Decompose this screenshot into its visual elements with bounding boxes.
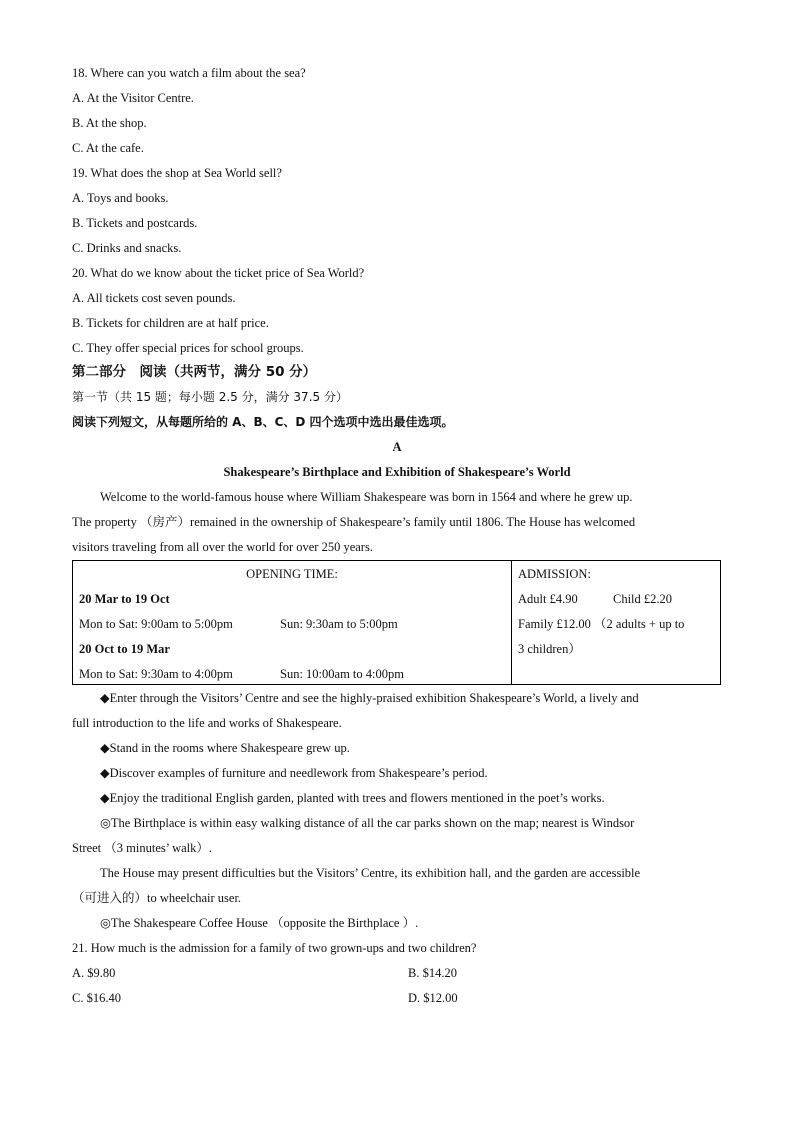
- note-birthplace-location: ◎The Birthplace is within easy walking distance of all the car parks shown on the map; nearest is Windsor: [100, 816, 635, 830]
- question-18-option-b: B. At the shop.: [72, 116, 147, 130]
- period-2-label: 20 Oct to 19 Mar: [79, 642, 170, 656]
- part-heading: 第二部分 阅读（共两节，满分 50 分）: [72, 364, 317, 380]
- question-21-option-a: A. $9.80: [72, 966, 116, 980]
- passage-letter: A: [392, 440, 402, 454]
- question-18-stem: 18. Where can you watch a film about the sea?: [72, 66, 306, 80]
- period-2-weekday-hours: Mon to Sat: 9:30am to 4:00pm: [79, 667, 233, 681]
- family-price: Family £12.00 （2 adults + up to: [518, 617, 685, 631]
- opening-time-header: OPENING TIME:: [246, 567, 338, 581]
- question-21-option-b: B. $14.20: [408, 966, 457, 980]
- child-price: Child £2.20: [613, 592, 673, 606]
- bullet-furniture: ◆Discover examples of furniture and needlework from Shakespeare’s period.: [100, 766, 488, 780]
- question-20-stem: 20. What do we know about the ticket price of Sea World?: [72, 266, 365, 280]
- question-21-option-c: C. $16.40: [72, 991, 121, 1005]
- period-1-weekday-hours: Mon to Sat: 9:00am to 5:00pm: [79, 617, 233, 631]
- question-20-option-a: A. All tickets cost seven pounds.: [72, 291, 236, 305]
- passage-title: Shakespeare’s Birthplace and Exhibition of Shakespeare’s World: [223, 465, 571, 479]
- question-20-option-c: C. They offer special prices for school groups.: [72, 341, 304, 355]
- intro-line-3: visitors traveling from all over the world for over 250 years.: [72, 540, 373, 554]
- table-divider: [511, 561, 512, 684]
- intro-line-1: Welcome to the world-famous house where William Shakespeare was born in 1564 and where he grew up.: [100, 490, 633, 504]
- info-table: [72, 560, 721, 685]
- note-accessibility: The House may present difficulties but the Visitors’ Centre, its exhibition hall, and the garden are accessible: [100, 866, 641, 880]
- bullet-exhibition: ◆Enter through the Visitors’ Centre and see the highly-praised exhibition Shakespeare’s World, a lively and: [100, 691, 639, 705]
- question-18-option-a: A. At the Visitor Centre.: [72, 91, 194, 105]
- question-19-option-c: C. Drinks and snacks.: [72, 241, 182, 255]
- reading-instruction: 阅读下列短文，从每题所给的 A、B、C、D 四个选项中选出最佳选项。: [72, 415, 454, 429]
- question-21-option-d: D. $12.00: [408, 991, 458, 1005]
- question-19-option-a: A. Toys and books.: [72, 191, 169, 205]
- bullet-garden: ◆Enjoy the traditional English garden, planted with trees and flowers mentioned in the poet’s works.: [100, 791, 605, 805]
- period-1-sunday-hours: Sun: 9:30am to 5:00pm: [280, 617, 398, 631]
- question-19-option-b: B. Tickets and postcards.: [72, 216, 198, 230]
- note-accessibility-cont: （可进入的）to wheelchair user.: [72, 891, 242, 905]
- bullet-rooms: ◆Stand in the rooms where Shakespeare grew up.: [100, 741, 350, 755]
- question-20-option-b: B. Tickets for children are at half price.: [72, 316, 269, 330]
- bullet-exhibition-cont: full introduction to the life and works of Shakespeare.: [72, 716, 342, 730]
- adult-price: Adult £4.90: [518, 592, 578, 606]
- note-birthplace-location-cont: Street （3 minutes’ walk）.: [72, 841, 213, 855]
- question-18-option-c: C. At the cafe.: [72, 141, 144, 155]
- question-21-stem: 21. How much is the admission for a family of two grown-ups and two children?: [72, 941, 477, 955]
- admission-header: ADMISSION:: [518, 567, 591, 581]
- question-19-stem: 19. What does the shop at Sea World sell?: [72, 166, 282, 180]
- section-heading: 第一节（共 15 题；每小题 2.5 分，满分 37.5 分）: [72, 390, 348, 404]
- family-price-note: 3 children）: [518, 642, 581, 656]
- period-1-label: 20 Mar to 19 Oct: [79, 592, 170, 606]
- intro-line-2: The property （房产）remained in the ownership of Shakespeare’s family until 1806. The House has welcomed: [72, 515, 636, 529]
- period-2-sunday-hours: Sun: 10:00am to 4:00pm: [280, 667, 404, 681]
- note-coffee-house: ◎The Shakespeare Coffee House （opposite the Birthplace ）.: [100, 916, 419, 930]
